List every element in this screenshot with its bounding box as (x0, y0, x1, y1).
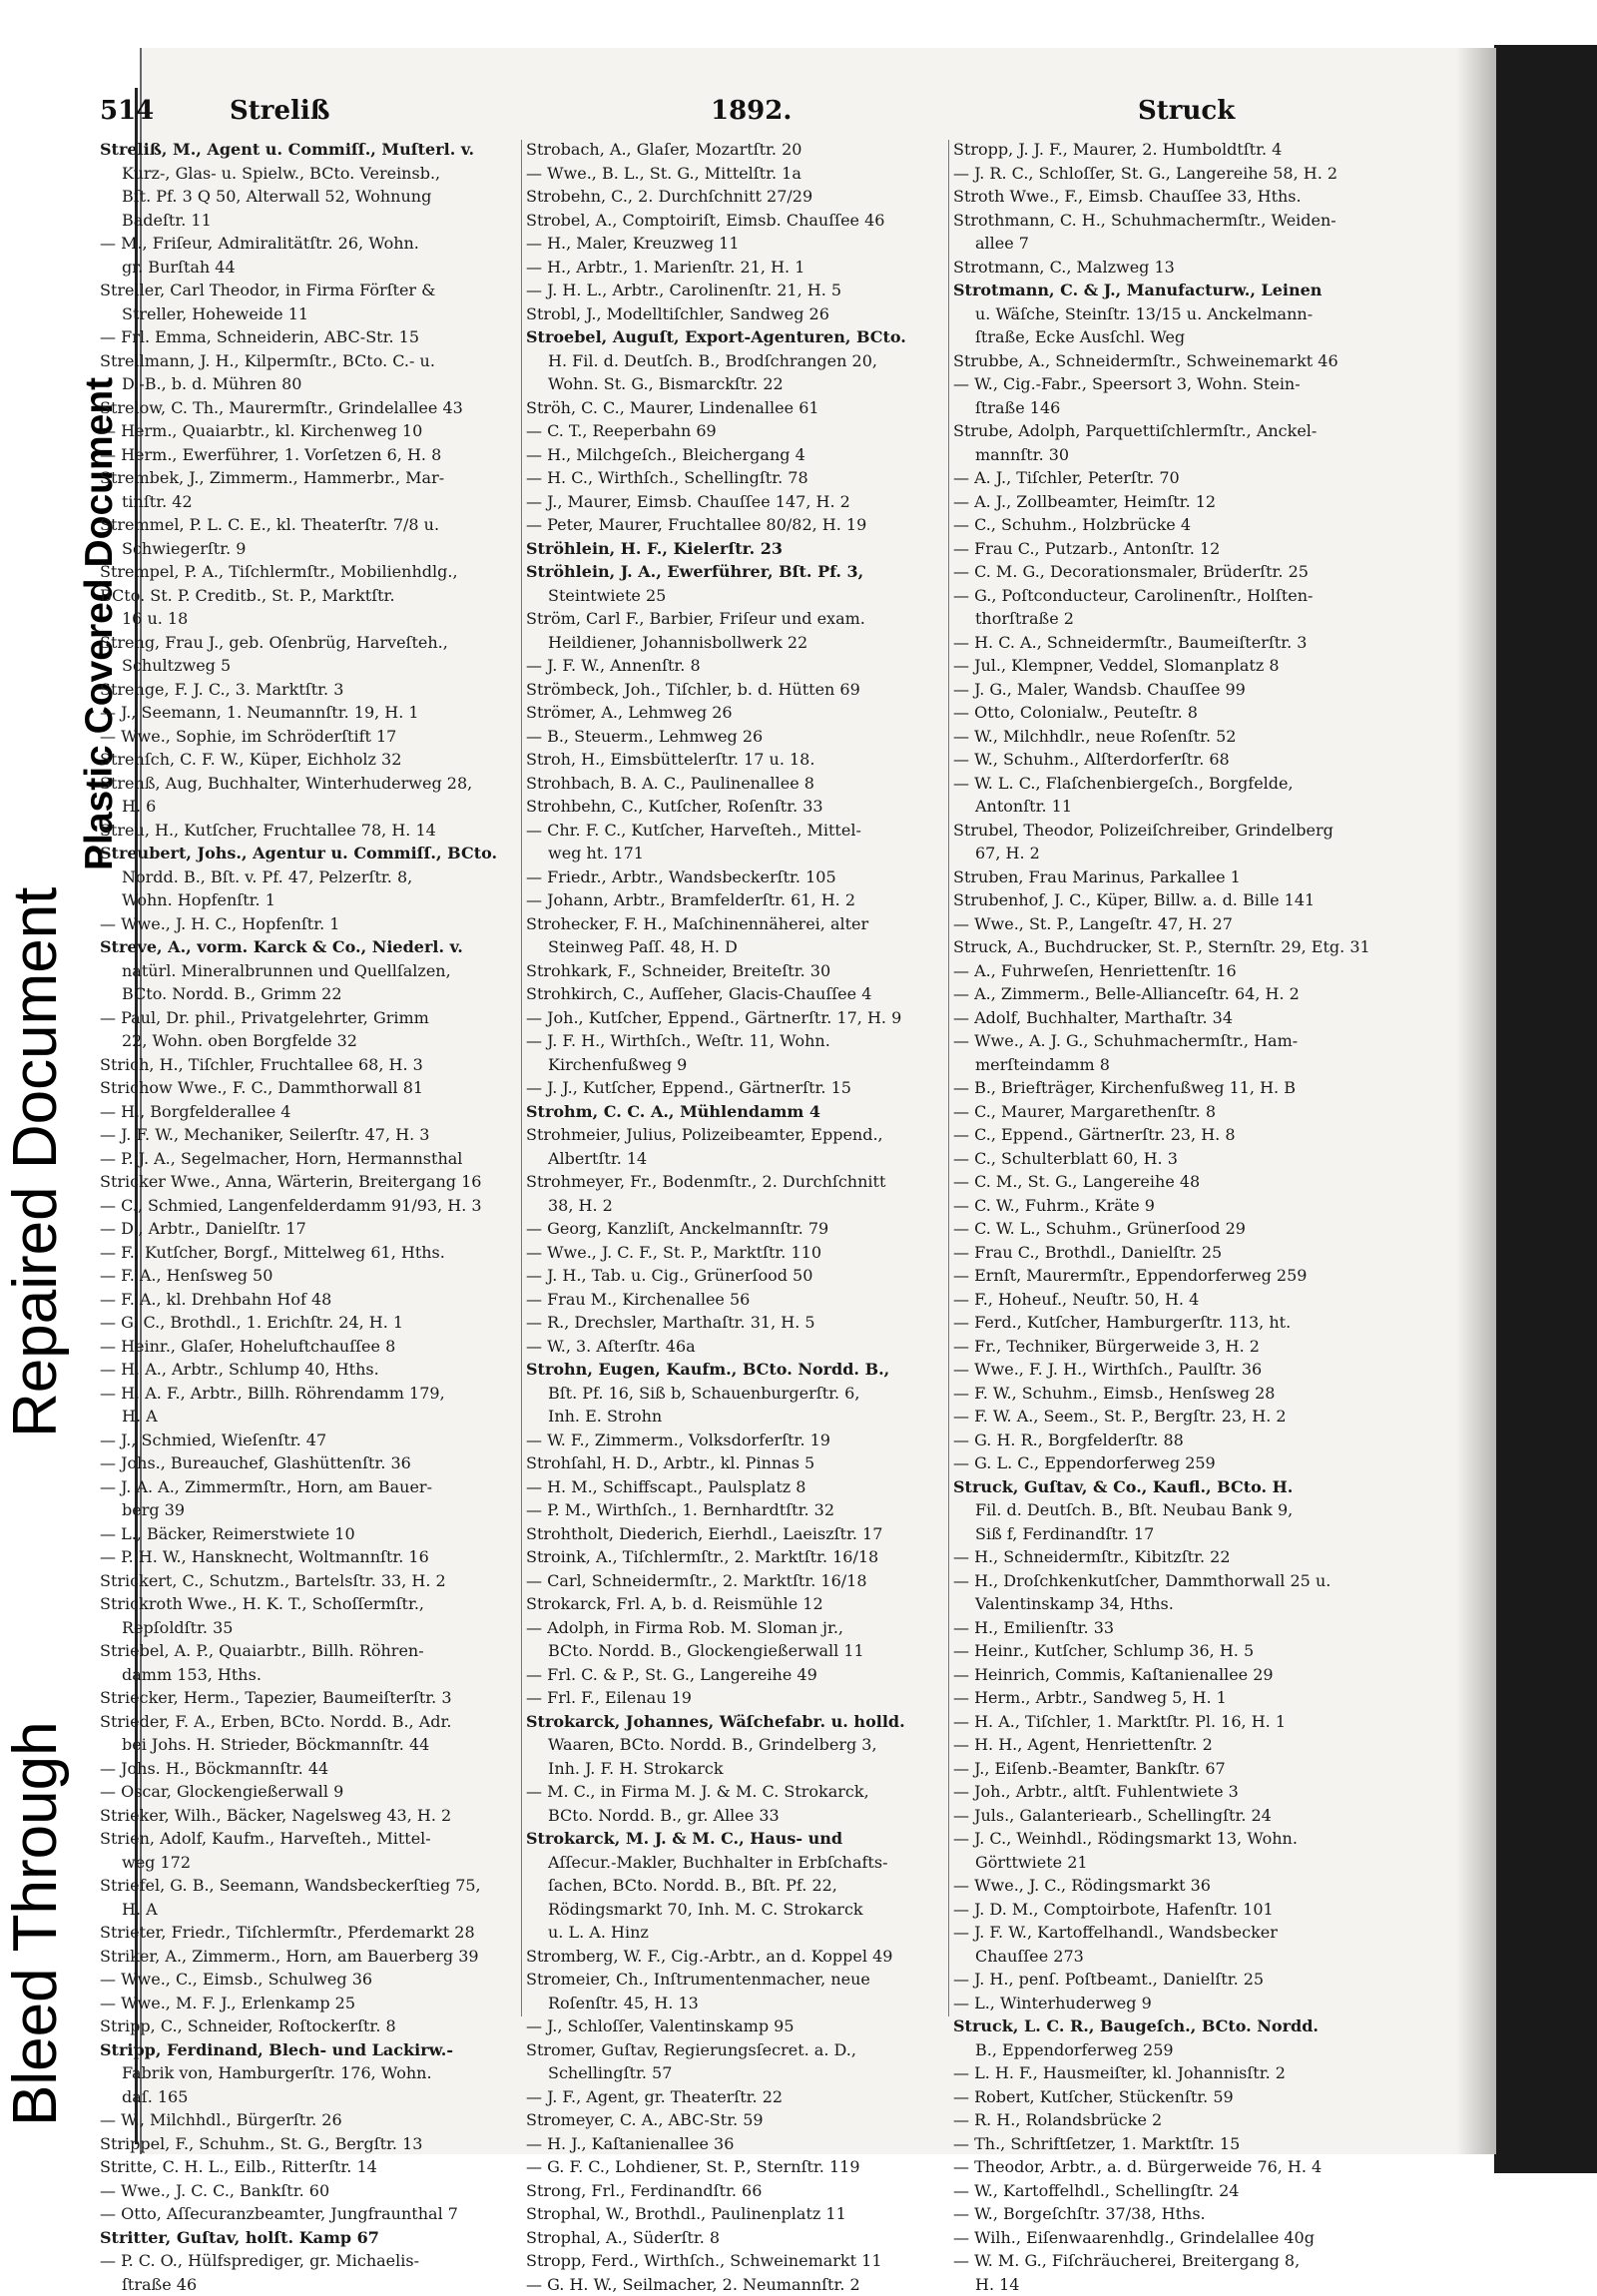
directory-entry: Stromeier, Ch., Inſtrumentenmacher, neue (526, 1968, 920, 1992)
directory-entry: H. A (100, 1405, 494, 1429)
directory-entry: — C., Schuhm., Holzbrücke 4 (953, 513, 1347, 537)
directory-entry: — H. A. F., Arbtr., Billh. Röhrendamm 179, (100, 1382, 494, 1406)
directory-entry: daſ. 165 (100, 2085, 494, 2109)
directory-entry: 67, H. 2 (953, 842, 1347, 865)
directory-entry: — Adolph, in Firma Rob. M. Sloman jr., (526, 1616, 920, 1640)
directory-entry: H. 14 (953, 2273, 1347, 2296)
directory-entry: — Robert, Kutſcher, Stückenſtr. 59 (953, 2085, 1347, 2109)
directory-entry: Strohecker, F. H., Maſchinennäherei, alter (526, 912, 920, 936)
directory-entry: Striker, A., Zimmerm., Horn, am Bauerberg 39 (100, 1945, 494, 1969)
directory-entry: Strieker, Wilh., Bäcker, Nagelsweg 43, H. 2 (100, 1804, 494, 1828)
directory-entry: — W., Kartoffelhdl., Schellingſtr. 24 (953, 2179, 1347, 2203)
page-header (100, 96, 1298, 136)
directory-entry: — Georg, Kanzliſt, Anckelmannſtr. 79 (526, 1217, 920, 1241)
directory-entry: — F. W. A., Seem., St. P., Bergſtr. 23, H. 2 (953, 1405, 1347, 1429)
directory-column-1 (100, 138, 494, 2034)
directory-entry: — C. W., Fuhrm., Kräte 9 (953, 1194, 1347, 1218)
directory-entry: — Wwe., J. C. C., Bankſtr. 60 (100, 2179, 494, 2203)
directory-entry: Strubbe, A., Schneidermſtr., Schweinemarkt 46 (953, 349, 1347, 373)
directory-entry: Ströhlein, H. F., Kielerſtr. 23 (526, 537, 920, 561)
directory-entry: Strich, H., Tiſchler, Fruchtallee 68, H. 3 (100, 1053, 494, 1077)
directory-entry: — W., Milchhdlr., neue Roſenſtr. 52 (953, 725, 1347, 749)
directory-entry: — J. F. W., Kartoffelhandl., Wandsbecker (953, 1921, 1347, 1945)
directory-entry: — Wwe., J. C., Rödingsmarkt 36 (953, 1874, 1347, 1898)
directory-entry: — Friedr., Arbtr., Wandsbeckerſtr. 105 (526, 865, 920, 889)
directory-entry: Streller, Hoheweide 11 (100, 302, 494, 326)
directory-entry: — Ferd., Kutſcher, Hamburgerſtr. 113, ht. (953, 1311, 1347, 1335)
directory-entry: — Frl. C. & P., St. G., Langereihe 49 (526, 1663, 920, 1687)
directory-entry: — Heinr., Kutſcher, Schlump 36, H. 5 (953, 1639, 1347, 1663)
directory-entry: Strubel, Theodor, Polizeiſchreiber, Grindelberg (953, 819, 1347, 843)
directory-entry: Strickert, C., Schutzm., Bartelsſtr. 33, H. 2 (100, 1569, 494, 1593)
directory-entry: — P. H. W., Hansknecht, Woltmannſtr. 16 (100, 1545, 494, 1569)
directory-entry: Stromberg, W. F., Cig.-Arbtr., an d. Koppel 49 (526, 1945, 920, 1969)
directory-entry: — J. H. L., Arbtr., Carolinenſtr. 21, H. 5 (526, 279, 920, 302)
directory-entry: Struck, L. C. R., Baugeſch., BCto. Nordd. (953, 2014, 1347, 2038)
directory-entry: Stritter, Guſtav, holſt. Kamp 67 (100, 2226, 494, 2250)
directory-entry: Streu, H., Kutſcher, Fruchtallee 78, H. 14 (100, 819, 494, 843)
header-left-keyword: Streliß (230, 96, 330, 126)
directory-entry: Strong, Frl., Ferdinandſtr. 66 (526, 2179, 920, 2203)
directory-entry: — G. H. W., Seilmacher, 2. Neumannſtr. 2 (526, 2273, 920, 2296)
directory-entry: Strubenhof, J. C., Küper, Billw. a. d. Bille 141 (953, 888, 1347, 912)
directory-entry: Strippel, F., Schuhm., St. G., Bergſtr. 13 (100, 2132, 494, 2156)
directory-entry: — H., Milchgeſch., Bleichergang 4 (526, 443, 920, 467)
directory-entry: — W., Schuhm., Alſterdorferſtr. 68 (953, 748, 1347, 772)
directory-entry: Strohn, Eugen, Kaufm., BCto. Nordd. B., (526, 1358, 920, 1382)
directory-entry: Strohſahl, H. D., Arbtr., kl. Pinnas 5 (526, 1451, 920, 1475)
directory-entry: — Frl. Emma, Schneiderin, ABC-Str. 15 (100, 325, 494, 349)
directory-entry: Strellmann, J. H., Kilpermſtr., BCto. C.- u. (100, 349, 494, 373)
directory-entry: Strothmann, C. H., Schuhmachermſtr., Weiden- (953, 209, 1347, 233)
directory-entry: Bſt. Pf. 16, Siß b, Schauenburgerſtr. 6, (526, 1382, 920, 1406)
directory-entry: — R., Drechsler, Marthaſtr. 31, H. 5 (526, 1311, 920, 1335)
directory-entry: Steintwiete 25 (526, 584, 920, 608)
directory-entry: — G. H. R., Borgfelderſtr. 88 (953, 1429, 1347, 1452)
directory-entry: — J. R. C., Schloſſer, St. G., Langereihe 58, H. 2 (953, 162, 1347, 186)
header-year: 1892. (711, 96, 792, 126)
directory-entry: Siß f, Ferdinandſtr. 17 (953, 1522, 1347, 1546)
directory-entry: — F. A., kl. Drehbahn Hof 48 (100, 1288, 494, 1312)
directory-entry: ſtraße 146 (953, 396, 1347, 420)
directory-entry: Antonſtr. 11 (953, 795, 1347, 819)
directory-entry: weg ht. 171 (526, 842, 920, 865)
directory-entry: — Frau C., Putzarb., Antonſtr. 12 (953, 537, 1347, 561)
directory-entry: Strömer, A., Lehmweg 26 (526, 701, 920, 725)
directory-entry: Stropp, J. J. F., Maurer, 2. Humboldtſtr. 4 (953, 138, 1347, 162)
directory-entry: Striefel, G. B., Seemann, Wandsbeckerſtieg 75, (100, 1874, 494, 1898)
directory-entry: D.-B., b. d. Mühren 80 (100, 372, 494, 396)
directory-entry: Strieter, Friedr., Tiſchlermſtr., Pferdemarkt 28 (100, 1921, 494, 1945)
directory-entry: damm 153, Hths. (100, 1663, 494, 1687)
directory-entry: Stroink, A., Tiſchlermſtr., 2. Marktſtr. 16/18 (526, 1545, 920, 1569)
directory-entry: — G. L. C., Eppendorferweg 259 (953, 1451, 1347, 1475)
directory-entry: Strohmeyer, Fr., Bodenmſtr., 2. Durchſchnitt (526, 1170, 920, 1194)
directory-entry: — J., Maurer, Eimsb. Chauſſee 147, H. 2 (526, 490, 920, 514)
column-rule (948, 140, 949, 2016)
directory-entry: Strohmeier, Julius, Polizeibeamter, Eppend., (526, 1123, 920, 1147)
directory-entry: — C. M., St. G., Langereihe 48 (953, 1170, 1347, 1194)
directory-entry: Strobach, A., Glaſer, Mozartſtr. 20 (526, 138, 920, 162)
directory-entry: — C. W. L., Schuhm., Grünerſood 29 (953, 1217, 1347, 1241)
directory-entry: Strohtholt, Diederich, Eierhdl., Laeiszſtr. 17 (526, 1522, 920, 1546)
directory-entry: — F. W., Schuhm., Eimsb., Henſsweg 28 (953, 1382, 1347, 1406)
directory-entry: BCto. Nordd. B., Glockengießerwall 11 (526, 1639, 920, 1663)
directory-entry: Bſt. Pf. 3 Q 50, Alterwall 52, Wohnung (100, 185, 494, 209)
directory-entry: — W. M. G., Fiſchräucherei, Breitergang 8, (953, 2249, 1347, 2273)
directory-entry: — Fr., Techniker, Bürgerweide 3, H. 2 (953, 1335, 1347, 1359)
directory-entry: Strembek, J., Zimmerm., Hammerbr., Mar- (100, 466, 494, 490)
directory-entry: — Johs., Bureauchef, Glashüttenſtr. 36 (100, 1451, 494, 1475)
bleed-through-label: Bleed Through (0, 1721, 71, 2126)
directory-entry: Rödingsmarkt 70, Inh. M. C. Strokarck (526, 1898, 920, 1922)
directory-entry: Wohn. Hopfenſtr. 1 (100, 888, 494, 912)
directory-entry: tinſtr. 42 (100, 490, 494, 514)
directory-entry: — G. F. C., Lohdiener, St. P., Sternſtr. 119 (526, 2155, 920, 2179)
directory-entry: — H., Schneidermſtr., Kibitzſtr. 22 (953, 1545, 1347, 1569)
directory-entry: Strotmann, C. & J., Manufacturw., Leinen (953, 279, 1347, 302)
directory-entry: — Oscar, Glockengießerwall 9 (100, 1780, 494, 1804)
directory-entry: ſtraße, Ecke Ausſchl. Weg (953, 325, 1347, 349)
directory-entry: — Wwe., B. L., St. G., Mittelſtr. 1a (526, 162, 920, 186)
directory-entry: — P. C. O., Hülfsprediger, gr. Michaelis- (100, 2249, 494, 2273)
directory-entry: Fil. d. Deutſch. B., Bſt. Neubau Bank 9, (953, 1498, 1347, 1522)
directory-entry: Strobehn, C., 2. Durchſchnitt 27/29 (526, 185, 920, 209)
directory-entry: Strohbach, B. A. C., Paulinenallee 8 (526, 772, 920, 796)
directory-entry: — F. A., Henſsweg 50 (100, 1264, 494, 1288)
directory-entry: Strieder, F. A., Erben, BCto. Nordd. B., Adr. (100, 1710, 494, 1734)
directory-entry: — J., Schloſſer, Valentinskamp 95 (526, 2014, 920, 2038)
directory-entry: 38, H. 2 (526, 1194, 920, 1218)
directory-entry: — H. C. A., Schneidermſtr., Baumeiſterſtr. 3 (953, 631, 1347, 655)
directory-entry: — H. A., Tiſchler, 1. Marktſtr. Pl. 16, H. 1 (953, 1710, 1347, 1734)
directory-entry: — W. L. C., Flaſchenbiergeſch., Borgfelde, (953, 772, 1347, 796)
directory-entry: BCto. St. P. Creditb., St. P., Marktſtr. (100, 584, 494, 608)
directory-entry: Schwiegerſtr. 9 (100, 537, 494, 561)
repaired-document-label: Repaired Document (0, 887, 71, 1437)
directory-entry: — C., Eppend., Gärtnerſtr. 23, H. 8 (953, 1123, 1347, 1147)
header-right-keyword: Struck (1138, 96, 1235, 126)
directory-entry: Strohkirch, C., Aufſeher, Glacis-Chauſſee 4 (526, 982, 920, 1006)
directory-entry: Strobel, A., Comptoiriſt, Eimsb. Chauſſee 46 (526, 209, 920, 233)
directory-entry: — Frl. F., Eilenau 19 (526, 1686, 920, 1710)
directory-entry: — H., Arbtr., 1. Marienſtr. 21, H. 1 (526, 256, 920, 280)
directory-entry: Kirchenfußweg 9 (526, 1053, 920, 1077)
directory-entry: — Juls., Galanteriearb., Schellingſtr. 24 (953, 1804, 1347, 1828)
directory-entry: Strien, Adolf, Kaufm., Harveſteh., Mittel- (100, 1827, 494, 1851)
directory-entry: — J., Eiſenb.-Beamter, Bankſtr. 67 (953, 1757, 1347, 1781)
directory-entry: Ströh, C. C., Maurer, Lindenallee 61 (526, 396, 920, 420)
directory-entry: H. 6 (100, 795, 494, 819)
directory-entry: — J., Seemann, 1. Neumannſtr. 19, H. 1 (100, 701, 494, 725)
directory-entry: — A. J., Zollbeamter, Heimſtr. 12 (953, 490, 1347, 514)
directory-entry: — Chr. F. C., Kutſcher, Harveſteh., Mittel- (526, 819, 920, 843)
directory-entry: — B., Briefträger, Kirchenfußweg 11, H. B (953, 1076, 1347, 1100)
directory-entry: — H., Emilienſtr. 33 (953, 1616, 1347, 1640)
directory-entry: mannſtr. 30 (953, 443, 1347, 467)
page-number: 514 (100, 96, 154, 126)
directory-entry: Ströhlein, J. A., Ewerführer, Bſt. Pf. 3, (526, 560, 920, 584)
directory-entry: — Johs. H., Böckmannſtr. 44 (100, 1757, 494, 1781)
directory-entry: Strichow Wwe., F. C., Dammthorwall 81 (100, 1076, 494, 1100)
directory-entry: Striebel, A. P., Quaiarbtr., Billh. Röhren- (100, 1639, 494, 1663)
directory-entry: — J. D. M., Comptoirbote, Hafenſtr. 101 (953, 1898, 1347, 1922)
directory-entry: Stromeyer, C. A., ABC-Str. 59 (526, 2108, 920, 2132)
directory-entry: Heildiener, Johannisbollwerk 22 (526, 631, 920, 655)
directory-entry: Strokarck, M. J. & M. C., Haus- und (526, 1827, 920, 1851)
directory-entry: — C., Schulterblatt 60, H. 3 (953, 1147, 1347, 1171)
directory-entry: — B., Steuerm., Lehmweg 26 (526, 725, 920, 749)
directory-entry: — J. A. A., Zimmermſtr., Horn, am Bauer- (100, 1475, 494, 1499)
directory-entry: Stripp, C., Schneider, Roſtockerſtr. 8 (100, 2014, 494, 2038)
directory-entry: Strömbeck, Joh., Tiſchler, b. d. Hütten 69 (526, 678, 920, 702)
directory-entry: — D., Arbtr., Danielſtr. 17 (100, 1217, 494, 1241)
directory-entry: Albertſtr. 14 (526, 1147, 920, 1171)
directory-entry: — Paul, Dr. phil., Privatgelehrter, Grimm (100, 1006, 494, 1030)
directory-entry: — G. C., Brothdl., 1. Erichſtr. 24, H. 1 (100, 1311, 494, 1335)
directory-entry: — Th., Schriftſetzer, 1. Marktſtr. 15 (953, 2132, 1347, 2156)
plastic-covered-label: Plastic Covered Document (78, 377, 122, 870)
directory-entry: — J. F. W., Mechaniker, Seilerſtr. 47, H. 3 (100, 1123, 494, 1147)
directory-entry: — J. F. W., Annenſtr. 8 (526, 654, 920, 678)
directory-entry: Strickroth Wwe., H. K. T., Schoſſermſtr., (100, 1592, 494, 1616)
directory-entry: — Adolf, Buchhalter, Marthaſtr. 34 (953, 1006, 1347, 1030)
directory-entry: weg 172 (100, 1851, 494, 1875)
directory-entry: — Wwe., A. J. G., Schuhmachermſtr., Ham- (953, 1029, 1347, 1053)
directory-entry: — J. H., penſ. Poſtbeamt., Danielſtr. 25 (953, 1968, 1347, 1992)
directory-entry: — Wwe., M. F. J., Erlenkamp 25 (100, 1992, 494, 2015)
directory-entry: thorſtraße 2 (953, 607, 1347, 631)
directory-entry: — C. M. G., Decorationsmaler, Brüderſtr. 25 (953, 560, 1347, 584)
directory-entry: Chauſſee 273 (953, 1945, 1347, 1969)
directory-entry: allee 7 (953, 232, 1347, 256)
directory-entry: — H., Droſchkenkutſcher, Dammthorwall 25 u. (953, 1569, 1347, 1593)
directory-entry: — J. F. H., Wirthſch., Weſtr. 11, Wohn. (526, 1029, 920, 1053)
directory-entry: 22, Wohn. oben Borgfelde 32 (100, 1029, 494, 1053)
directory-entry: — Frau M., Kirchenallee 56 (526, 1288, 920, 1312)
directory-entry: Fabrik von, Hamburgerſtr. 176, Wohn. (100, 2061, 494, 2085)
directory-entry: Striecker, Herm., Tapezier, Baumeiſterſtr. 3 (100, 1686, 494, 1710)
directory-entry: — C., Maurer, Margarethenſtr. 8 (953, 1100, 1347, 1124)
directory-entry: Inh. J. F. H. Strokarck (526, 1757, 920, 1781)
directory-entry: Struck, Guſtav, & Co., Kaufl., BCto. H. (953, 1475, 1347, 1499)
directory-entry: — G., Poſtconducteur, Carolinenſtr., Holſten- (953, 584, 1347, 608)
directory-entry: Streliß, M., Agent u. Commiſſ., Muſterl. v. (100, 138, 494, 162)
directory-entry: — R. H., Rolandsbrücke 2 (953, 2108, 1347, 2132)
directory-entry: B., Eppendorferweg 259 (953, 2038, 1347, 2062)
directory-entry: — Ernſt, Maurermſtr., Eppendorferweg 259 (953, 1264, 1347, 1288)
directory-entry: Strokarck, Frl. A, b. d. Reismühle 12 (526, 1592, 920, 1616)
directory-entry: Aſſecur.-Makler, Buchhalter in Erbſchafts- (526, 1851, 920, 1875)
directory-entry: — P. J. A., Segelmacher, Horn, Hermannsthal (100, 1147, 494, 1171)
directory-entry: Badeſtr. 11 (100, 209, 494, 233)
directory-entry: — Otto, Aſſecuranzbeamter, Jungfraunthal 7 (100, 2202, 494, 2226)
directory-entry: — J. H., Tab. u. Cig., Grünerſood 50 (526, 1264, 920, 1288)
directory-entry: — Herm., Ewerführer, 1. Vorſetzen 6, H. 8 (100, 443, 494, 467)
directory-entry: — W., Cig.-Fabr., Speersort 3, Wohn. Stein- (953, 372, 1347, 396)
directory-entry: — Wwe., J. C. F., St. P., Marktſtr. 110 (526, 1241, 920, 1265)
directory-entry: Strenſch, C. F. W., Küper, Eichholz 32 (100, 748, 494, 772)
directory-entry: — Joh., Arbtr., altſt. Fuhlentwiete 3 (953, 1780, 1347, 1804)
directory-entry: Stritte, C. H. L., Eilb., Ritterſtr. 14 (100, 2155, 494, 2179)
directory-entry: 16 u. 18 (100, 607, 494, 631)
directory-entry: u. L. A. Hinz (526, 1921, 920, 1945)
directory-entry: — J. J., Kutſcher, Eppend., Gärtnerſtr. 15 (526, 1076, 920, 1100)
directory-entry: — F., Hoheuf., Neuſtr. 50, H. 4 (953, 1288, 1347, 1312)
directory-entry: Strenge, F. J. C., 3. Marktſtr. 3 (100, 678, 494, 702)
directory-entry: Schultzweg 5 (100, 654, 494, 678)
directory-entry: — A., Fuhrweſen, Henriettenſtr. 16 (953, 959, 1347, 983)
directory-entry: Stremmel, P. L. C. E., kl. Theaterſtr. 7/8 u. (100, 513, 494, 537)
directory-entry: — Wwe., C., Eimsb., Schulweg 36 (100, 1968, 494, 1992)
directory-entry: Strophal, A., Süderſtr. 8 (526, 2226, 920, 2250)
directory-entry: — Wwe., J. H. C., Hopfenſtr. 1 (100, 912, 494, 936)
directory-entry: — L. H. F., Hausmeiſter, kl. Johannisſtr. 2 (953, 2061, 1347, 2085)
directory-entry: Repſoldſtr. 35 (100, 1616, 494, 1640)
directory-entry: Nordd. B., Bſt. v. Pf. 47, Pelzerſtr. 8, (100, 865, 494, 889)
scan-border (1494, 45, 1597, 2173)
directory-entry: — P. M., Wirthſch., 1. Bernhardtſtr. 32 (526, 1498, 920, 1522)
directory-entry: BCto. Nordd. B., Grimm 22 (100, 982, 494, 1006)
directory-entry: BCto. Nordd. B., gr. Allee 33 (526, 1804, 920, 1828)
directory-entry: — W. F., Zimmerm., Volksdorferſtr. 19 (526, 1429, 920, 1452)
directory-entry: Roſenſtr. 45, H. 13 (526, 1992, 920, 2015)
directory-entry: bei Johs. H. Strieder, Böckmannſtr. 44 (100, 1733, 494, 1757)
directory-entry: — Wwe., Sophie, im Schröderſtift 17 (100, 725, 494, 749)
directory-entry: gr. Burſtah 44 (100, 256, 494, 280)
directory-entry: H. Fil. d. Deutſch. B., Brodſchrangen 20, (526, 349, 920, 373)
directory-entry: Strelow, C. Th., Maurermſtr., Grindelallee 43 (100, 396, 494, 420)
directory-entry: Inh. E. Strohn (526, 1405, 920, 1429)
directory-entry: — Herm., Arbtr., Sandweg 5, H. 1 (953, 1686, 1347, 1710)
directory-entry: — Wilh., Eiſenwaarenhdlg., Grindelallee 40g (953, 2226, 1347, 2250)
directory-entry: — Theodor, Arbtr., a. d. Bürgerweide 76, H. 4 (953, 2155, 1347, 2179)
directory-entry: Streubert, Johs., Agentur u. Commiſſ., BCto. (100, 842, 494, 865)
directory-entry: — J. C., Weinhdl., Rödingsmarkt 13, Wohn. (953, 1827, 1347, 1851)
directory-entry: — Wwe., F. J. H., Wirthſch., Paulſtr. 36 (953, 1358, 1347, 1382)
directory-entry: — H. J., Kaſtanienallee 36 (526, 2132, 920, 2156)
directory-entry: Streller, Carl Theodor, in Firma Förſter & (100, 279, 494, 302)
directory-entry: — J. F., Agent, gr. Theaterſtr. 22 (526, 2085, 920, 2109)
directory-entry: Stricker Wwe., Anna, Wärterin, Breitergang 16 (100, 1170, 494, 1194)
directory-entry: Strube, Adolph, Parquettiſchlermſtr., Anckel- (953, 419, 1347, 443)
directory-entry: — F., Kutſcher, Borgf., Mittelweg 61, Hths. (100, 1241, 494, 1265)
directory-entry: Görttwiete 21 (953, 1851, 1347, 1875)
directory-entry: — Heinrich, Commis, Kaſtanienallee 29 (953, 1663, 1347, 1687)
directory-entry: — Carl, Schneidermſtr., 2. Marktſtr. 16/18 (526, 1569, 920, 1593)
directory-entry: — H. C., Wirthſch., Schellingſtr. 78 (526, 466, 920, 490)
directory-entry: — Johann, Arbtr., Bramfelderſtr. 61, H. 2 (526, 888, 920, 912)
directory-entry: natürl. Mineralbrunnen und Quellſalzen, (100, 959, 494, 983)
directory-entry: — Frau C., Brothdl., Danielſtr. 25 (953, 1241, 1347, 1265)
directory-entry: Stroth Wwe., F., Eimsb. Chauſſee 33, Hths. (953, 185, 1347, 209)
directory-entry: — M., Friſeur, Admiralitätſtr. 26, Wohn. (100, 232, 494, 256)
directory-entry: Struck, A., Buchdrucker, St. P., Sternſtr. 29, Etg. 31 (953, 935, 1347, 959)
directory-entry: Stroebel, Auguſt, Export-Agenturen, BCto. (526, 325, 920, 349)
directory-entry: ſtraße 46 (100, 2273, 494, 2296)
directory-entry: — H. A., Arbtr., Schlump 40, Hths. (100, 1358, 494, 1382)
directory-entry: — Peter, Maurer, Fruchtallee 80/82, H. 19 (526, 513, 920, 537)
directory-entry: — Heinr., Glaſer, Hoheluftchauſſee 8 (100, 1335, 494, 1359)
page-shadow (1456, 48, 1496, 2154)
directory-entry: Streng, Frau J., geb. Oſenbrüg, Harveſteh., (100, 631, 494, 655)
directory-entry: Strohkark, F., Schneider, Breiteſtr. 30 (526, 959, 920, 983)
directory-entry: Valentinskamp 34, Hths. (953, 1592, 1347, 1616)
directory-entry: Stripp, Ferdinand, Blech- und Lackirw.- (100, 2038, 494, 2062)
directory-entry: Strokarck, Johannes, Wäſchefabr. u. holld. (526, 1710, 920, 1734)
directory-entry: u. Wäſche, Steinſtr. 13/15 u. Anckelmann- (953, 302, 1347, 326)
directory-entry: Strotmann, C., Malzweg 13 (953, 256, 1347, 280)
directory-entry: berg 39 (100, 1498, 494, 1522)
directory-entry: Strohm, C. C. A., Mühlendamm 4 (526, 1100, 920, 1124)
directory-entry: — L., Winterhuderweg 9 (953, 1992, 1347, 2015)
directory-entry: — Otto, Colonialw., Peuteſtr. 8 (953, 701, 1347, 725)
directory-entry: — H. M., Schiffscapt., Paulsplatz 8 (526, 1475, 920, 1499)
directory-entry: merſteindamm 8 (953, 1053, 1347, 1077)
directory-entry: — A. J., Tiſchler, Peterſtr. 70 (953, 466, 1347, 490)
directory-entry: — Jul., Klempner, Veddel, Slomanplatz 8 (953, 654, 1347, 678)
directory-entry: Waaren, BCto. Nordd. B., Grindelberg 3, (526, 1733, 920, 1757)
column-rule (521, 140, 522, 2016)
directory-entry: Struben, Frau Marinus, Parkallee 1 (953, 865, 1347, 889)
directory-entry: — H., Borgfelderallee 4 (100, 1100, 494, 1124)
directory-column-2 (526, 138, 920, 2034)
directory-entry: Streve, A., vorm. Karck & Co., Niederl. v. (100, 935, 494, 959)
directory-entry: — W., Borgeſchſtr. 37/38, Hths. (953, 2202, 1347, 2226)
directory-entry: Steinweg Paſſ. 48, H. D (526, 935, 920, 959)
directory-entry: — C., Schmied, Langenfelderdamm 91/93, H. 3 (100, 1194, 494, 1218)
directory-entry: Strenß, Aug, Buchhalter, Winterhuderweg 28, (100, 772, 494, 796)
directory-entry: Strempel, P. A., Tiſchlermſtr., Mobilienhdlg., (100, 560, 494, 584)
directory-entry: — Joh., Kutſcher, Eppend., Gärtnerſtr. 17, H. 9 (526, 1006, 920, 1030)
directory-entry: Stropp, Ferd., Wirthſch., Schweinemarkt 11 (526, 2249, 920, 2273)
directory-entry: — L., Bäcker, Reimerstwiete 10 (100, 1522, 494, 1546)
directory-entry: — A., Zimmerm., Belle-Allianceſtr. 64, H. 2 (953, 982, 1347, 1006)
directory-entry: — W., Milchhdl., Bürgerſtr. 26 (100, 2108, 494, 2132)
directory-entry: — Herm., Quaiarbtr., kl. Kirchenweg 10 (100, 419, 494, 443)
directory-entry: — J. G., Maler, Wandsb. Chauſſee 99 (953, 678, 1347, 702)
directory-entry: Stromer, Guſtav, Regierungsſecret. a. D., (526, 2038, 920, 2062)
directory-entry: — H. H., Agent, Henriettenſtr. 2 (953, 1733, 1347, 1757)
directory-entry: Strobl, J., Modelltiſchler, Sandweg 26 (526, 302, 920, 326)
directory-entry: — H., Maler, Kreuzweg 11 (526, 232, 920, 256)
directory-entry: — W., 3. Aſterſtr. 46a (526, 1335, 920, 1359)
directory-entry: Wohn. St. G., Bismarckſtr. 22 (526, 372, 920, 396)
directory-entry: H. A (100, 1898, 494, 1922)
directory-entry: — J., Schmied, Wieſenſtr. 47 (100, 1429, 494, 1452)
directory-entry: Kurz-, Glas- u. Spielw., BCto. Vereinsb., (100, 162, 494, 186)
directory-entry: — M. C., in Firma M. J. & M. C. Strokarck, (526, 1780, 920, 1804)
directory-entry: Schellingſtr. 57 (526, 2061, 920, 2085)
directory-column-3 (953, 138, 1347, 2034)
directory-entry: Strohbehn, C., Kutſcher, Roſenſtr. 33 (526, 795, 920, 819)
directory-entry: Ström, Carl F., Barbier, Friſeur und exam. (526, 607, 920, 631)
directory-entry: Strophal, W., Brothdl., Paulinenplatz 11 (526, 2202, 920, 2226)
directory-entry: Stroh, H., Eimsbüttelerſtr. 17 u. 18. (526, 748, 920, 772)
directory-entry: — Wwe., St. P., Langeſtr. 47, H. 27 (953, 912, 1347, 936)
directory-entry: — C. T., Reeperbahn 69 (526, 419, 920, 443)
directory-entry: ſachen, BCto. Nordd. B., Bſt. Pf. 22, (526, 1874, 920, 1898)
